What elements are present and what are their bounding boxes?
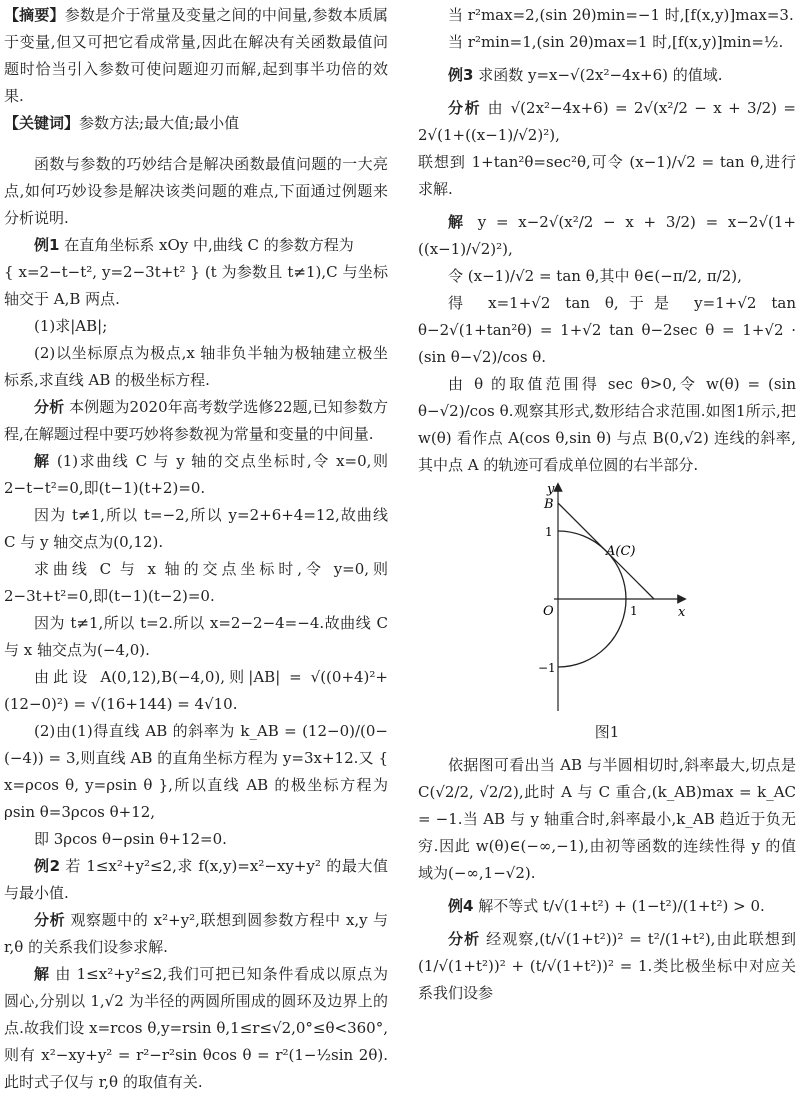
example-3-stem xyxy=(418,62,796,89)
tick-label-y-neg-1: −1 xyxy=(538,661,556,675)
x-axis-label: x xyxy=(678,605,686,620)
example-4-label: 例4 xyxy=(448,897,474,915)
example-1-system: { x=2−t−t², y=2−3t+t² } (t 为参数且 t≠1),C 与坐标轴交于 A,B 两点. xyxy=(4,263,388,308)
point-b-label: B xyxy=(544,497,554,512)
keywords-text: 参数方法;最大值;最小值 xyxy=(79,114,240,132)
left-column xyxy=(4,2,388,1096)
example-3-label: 例3 xyxy=(448,66,474,84)
intro-paragraph: 函数与参数的巧妙结合是解决函数最值问题的一大亮点,如何巧妙设参是解决该类问题的难点,下面通过例题来分析说明. xyxy=(4,155,388,227)
right-column xyxy=(418,2,796,1007)
keywords-label: 【关键词】 xyxy=(4,114,80,132)
example-1-solution-4: 因为 t≠1,所以 t=2.所以 x=2−2−4=−4.故曲线 C 与 x 轴交点为(−4,0). xyxy=(4,614,388,659)
example-1-solution-7: 即 3ρcos θ−ρsin θ+12=0. xyxy=(34,830,227,848)
tick-label-x-1: 1 xyxy=(630,604,638,618)
example-4-stem xyxy=(418,893,796,920)
example-3-solution-1 xyxy=(418,209,796,263)
solution-label: 解 xyxy=(448,213,468,231)
example-3-solution-4: 由 θ 的取值范围得 sec θ>0,令 w(θ) = (sin θ−√2)/cos θ.观察其形式,数形结合求范围.如图1所示,把 w(θ) 看作点 A(cos θ,sin θ) 与点 B(0,√2) 连线的斜率,其中点 A 的轨迹可看成单位圆的右半部分. xyxy=(418,375,796,474)
analysis-label: 分析 xyxy=(448,99,482,117)
example-3-solution-2: 令 (x−1)/√2 = tan θ,其中 θ∈(−π/2, π/2), xyxy=(448,267,742,285)
example-4-analysis xyxy=(418,926,796,1007)
solution-label: 解 xyxy=(34,965,50,983)
example-4-analysis-text: 经观察,(t/√(1+t²))² = t²/(1+t²),由此联想到 (1/√(1+t²))² + (t/√(1+t²))² = 1.类比极坐标中对应关系我们设参 xyxy=(418,930,796,1002)
example-1-solution-1-text: (1)求曲线 C 与 y 轴的交点坐标时,令 x=0,则 2−t−t²=0,即(t−1)(t+2)=0. xyxy=(4,452,388,497)
example-1-solution-6: (2)由(1)得直线 AB 的斜率为 k_AB = (12−0)/(0−(−4)) = 3,则直线 AB 的直角坐标方程为 y=3x+12.又 { x=ρcos θ, y=ρsin θ },所以直线 AB 的极坐标方程为 ρsin θ=3ρcos θ+12, xyxy=(4,722,388,821)
example-2-label: 例2 xyxy=(34,857,61,875)
example-2-stem xyxy=(4,853,388,907)
analysis-label: 分析 xyxy=(34,911,66,929)
example-1-solution-2: 因为 t≠1,所以 t=−2,所以 y=2+6+4=12,故曲线 C 与 y 轴交点为(0,12). xyxy=(4,506,388,551)
example-1-solution-3: 求曲线 C 与 x 轴的交点坐标时,令 y=0,则 2−3t+t²=0,即(t−1)(t−2)=0. xyxy=(4,560,388,605)
example-3-analysis xyxy=(418,95,796,149)
example-2-max-result: 当 r²max=2,(sin 2θ)min=−1 时,[f(x,y)]max=3. xyxy=(448,6,794,24)
abstract-label: 【摘要】 xyxy=(4,6,65,24)
example-2-solution xyxy=(4,961,388,1096)
solution-label: 解 xyxy=(34,452,51,470)
example-1-analysis xyxy=(4,394,388,448)
example-4-stem-text: 解不等式 t/√(1+t²) + (1−t²)/(1+t²) > 0. xyxy=(478,897,765,915)
unit-circle-diagram xyxy=(518,479,698,719)
example-1-stem xyxy=(4,232,388,259)
example-3-analysis-2: 联想到 1+tan²θ=sec²θ,可令 (x−1)/√2 = tan θ,进行求解. xyxy=(418,153,796,198)
example-1-label: 例1 xyxy=(34,236,60,254)
point-a-label: A(C) xyxy=(606,544,636,559)
example-1-solution-5: 由此设 A(0,12),B(−4,0),则|AB| = √((0+4)²+(12−0)²) = √(16+144) = 4√10. xyxy=(4,668,388,713)
keywords xyxy=(4,110,388,137)
example-3-stem-text: 求函数 y=x−√(2x²−4x+6) 的值域. xyxy=(478,66,723,84)
abstract xyxy=(4,2,388,110)
example-1-analysis-text: 本例题为2020年高考数学选修22题,已知参数方程,在解题过程中要巧妙将参数视为常量和变量的中间量. xyxy=(4,398,388,443)
example-1-stem-text: 在直角坐标系 xOy 中,曲线 C 的参数方程为 xyxy=(64,236,354,254)
example-1-question-2: (2)以坐标原点为极点,x 轴非负半轴为极轴建立极坐标系,求直线 AB 的极坐标方程. xyxy=(4,344,388,389)
y-axis-label: y xyxy=(547,482,555,497)
example-2-min-result: 当 r²min=1,(sin 2θ)max=1 时,[f(x,y)]min=½. xyxy=(448,33,784,51)
example-3-solution-5: 依据图可看出当 AB 与半圆相切时,斜率最大,切点是 C(√2/2, √2/2),此时 A 与 C 重合,(k_AB)max = k_AC = −1.当 AB 与 y 轴重合时,斜率最小,k_AB 趋近于负无穷.因此 w(θ)∈(−∞,−1),由初等函数的连续性得 y 的值域为(−∞,1−√2). xyxy=(418,756,796,882)
tick-label-y-1: 1 xyxy=(545,525,553,539)
example-2-analysis xyxy=(4,907,388,961)
example-2-stem-text: 若 1≤x²+y²≤2,求 f(x,y)=x²−xy+y² 的最大值与最小值. xyxy=(4,857,389,902)
example-2-analysis-text: 观察题中的 x²+y²,联想到圆参数方程中 x,y 与 r,θ 的关系我们设参求解. xyxy=(4,911,388,956)
figure-1 xyxy=(418,479,796,719)
example-3-analysis-text: 由 √(2x²−4x+6) = 2√(x²/2 − x + 3/2) = 2√(1+((x−1)/√2)²), xyxy=(418,99,796,144)
example-3-solution-1-text: y = x−2√(x²/2 − x + 3/2) = x−2√(1+((x−1)/√2)²), xyxy=(418,213,796,258)
analysis-label: 分析 xyxy=(448,930,481,948)
example-3-solution-3: 得 x=1+√2 tan θ,于是 y=1+√2 tan θ−2√(1+tan²θ) = 1+√2 tan θ−2sec θ = 1+√2 · (sin θ−√2)/cos θ. xyxy=(418,294,796,366)
origin-label: O xyxy=(543,604,554,619)
figure-1-caption: 图1 xyxy=(594,723,620,741)
example-1-question-1: (1)求|AB|; xyxy=(34,317,108,335)
example-2-solution-text: 由 1≤x²+y²≤2,我们可把已知条件看成以原点为圆心,分别以 1,√2 为半径的两圆所围成的圆环及边界上的点.故我们设 x=rcos θ,y=rsin θ,1≤r≤√2,0°≤θ<360°,则有 x²−xy+y² = r²−r²sin θcos θ = r²(1−½sin 2θ).此时式子仅与 r,θ 的取值有关. xyxy=(4,965,388,1091)
example-1-solution-1 xyxy=(4,448,388,502)
abstract-text: 参数是介于常量及变量之间的中间量,参数本质属于变量,但又可把它看成常量,因此在解决有关函数最值问题时恰当引入参数可使问题迎刃而解,起到事半功倍的效果. xyxy=(4,6,388,105)
analysis-label: 分析 xyxy=(34,398,65,416)
